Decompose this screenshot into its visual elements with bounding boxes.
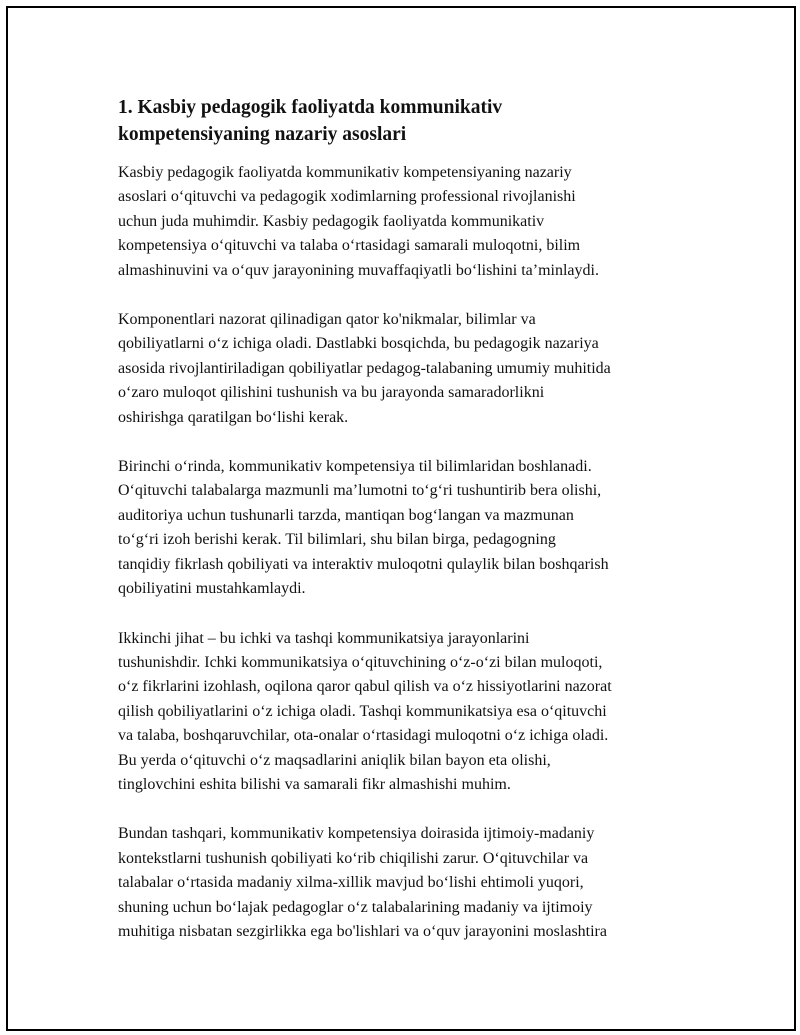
- text-line: va talaba, boshqaruvchilar, ota-onalar o‘rtasidagi muloqotni o‘z ichiga oladi.: [118, 727, 609, 745]
- text-line: tinglovchini eshita bilishi va samarali fikr almashishi muhim.: [118, 775, 511, 793]
- text-line: Bu yerda o‘qituvchi o‘z maqsadlarini aniqlik bilan bayon eta olishi,: [118, 751, 551, 769]
- heading-line: kompetensiyaning nazariy asoslari: [118, 124, 407, 145]
- text-line: tushunishdir. Ichki kommunikatsiya o‘qituvchining o‘z-o‘zi bilan muloqoti,: [118, 653, 603, 671]
- text-line: Komponentlari nazorat qilinadigan qator ko'nikmalar, bilimlar va: [118, 311, 536, 329]
- text-line: uchun juda muhimdir. Kasbiy pedagogik faoliyatda kommunikativ: [118, 212, 545, 230]
- heading-line: 1. Kasbiy pedagogik faoliyatda kommunikativ: [118, 97, 503, 118]
- text-line: Ikkinchi jihat – bu ichki va tashqi kommunikatsiya jarayonlarini: [118, 629, 530, 647]
- text-line: talabalar o‘rtasida madaniy xilma-xillik mavjud bo‘lishi ehtimoli yuqori,: [118, 874, 584, 892]
- text-line: O‘qituvchi talabalarga mazmunli ma’lumotni to‘g‘ri tushuntirib bera olishi,: [118, 482, 602, 500]
- document-body: [118, 94, 688, 969]
- text-line: qobiliyatini mustahkamlaydi.: [118, 580, 306, 598]
- paragraph-5: [118, 822, 688, 944]
- text-line: oshirishga qaratilgan bo‘lishi kerak.: [118, 408, 349, 426]
- paragraph-3: [118, 455, 688, 601]
- text-line: o‘zaro muloqot qilishini tushunish va bu jarayonda samaradorlikni: [118, 384, 545, 402]
- text-line: Bundan tashqari, kommunikativ kompetensiya doirasida ijtimoiy-madaniy: [118, 825, 595, 843]
- text-line: almashinuvini va o‘quv jarayonining muvaffaqiyatli bo‘lishini ta’minlaydi.: [118, 261, 599, 279]
- text-line: to‘g‘ri izoh berishi kerak. Til bilimlari, shu bilan birga, pedagogning: [118, 531, 556, 549]
- text-line: o‘z fikrlarini izohlash, oqilona qaror qabul qilish va o‘z hissiyotlarini nazorat: [118, 678, 612, 696]
- text-line: kompetensiya o‘qituvchi va talaba o‘rtasidagi samarali muloqotni, bilim: [118, 237, 581, 255]
- paragraph-2: [118, 308, 688, 430]
- text-line: qilish qobiliyatlarini o‘z ichiga oladi. Tashqi kommunikatsiya esa o‘qituvchi: [118, 702, 607, 720]
- text-line: muhitiga nisbatan sezgirlikka ega bo'lishlari va o‘quv jarayonini moslashtira: [118, 922, 607, 940]
- text-line: qobiliyatlarni o‘z ichiga oladi. Dastlabki bosqichda, bu pedagogik nazariya: [118, 335, 599, 353]
- section-heading: [118, 94, 688, 148]
- text-line: Birinchi o‘rinda, kommunikativ kompetensiya til bilimlaridan boshlanadi.: [118, 458, 592, 476]
- text-line: auditoriya uchun tushunarli tarzda, mantiqan bog‘langan va mazmunan: [118, 506, 574, 524]
- text-line: kontekstlarni tushunish qobiliyati ko‘rib chiqilishi zarur. O‘qituvchilar va: [118, 849, 589, 867]
- paragraph-1: [118, 161, 688, 283]
- paragraph-4: [118, 627, 688, 798]
- text-line: tanqidiy fikrlash qobiliyati va interaktiv muloqotni qulaylik bilan boshqarish: [118, 555, 609, 573]
- text-line: shuning uchun bo‘lajak pedagoglar o‘z talabalarining madaniy va ijtimoiy: [118, 898, 593, 916]
- text-line: asosida rivojlantiriladigan qobiliyatlar pedagog-talabaning umumiy muhitida: [118, 359, 611, 377]
- text-line: asoslari o‘qituvchi va pedagogik xodimlarning professional rivojlanishi: [118, 188, 576, 206]
- text-line: Kasbiy pedagogik faoliyatda kommunikativ kompetensiyaning nazariy: [118, 164, 572, 181]
